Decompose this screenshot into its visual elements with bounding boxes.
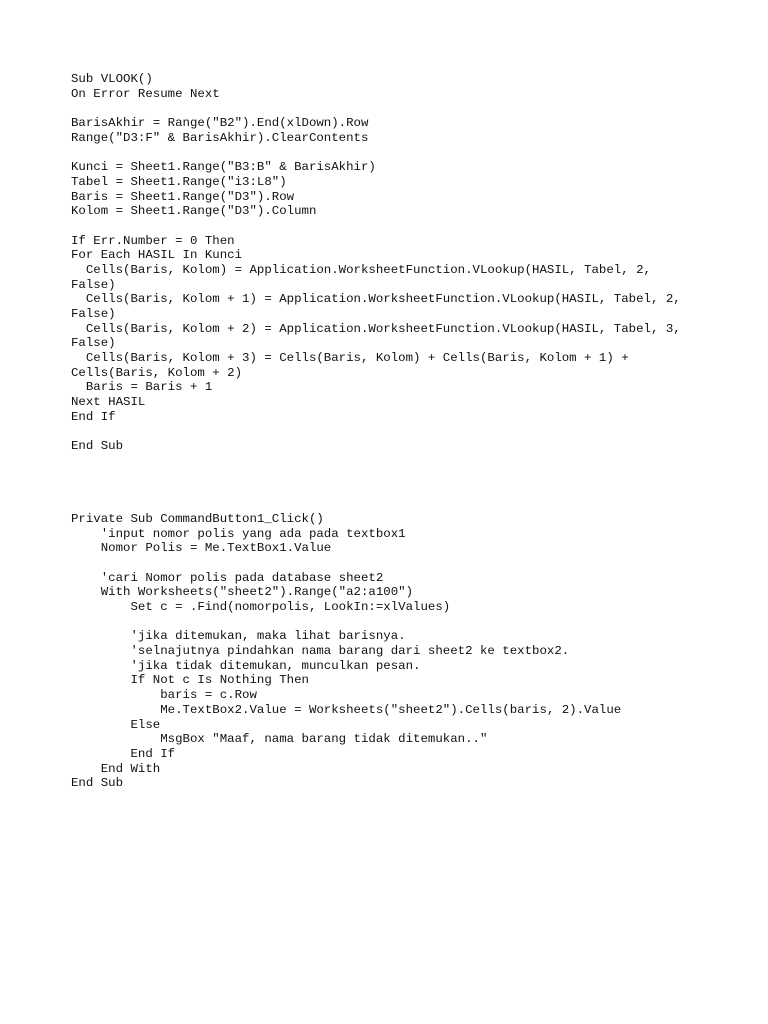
code-line: False) bbox=[71, 307, 116, 321]
code-line bbox=[71, 615, 751, 630]
code-line: Baris = Baris + 1 bbox=[71, 380, 213, 395]
code-line: Cells(Baris, Kolom) = Application.WorksheetFunction.VLookup(HASIL, Tabel, 2, bbox=[71, 262, 651, 277]
code-line: Baris = Sheet1.Range("D3").Row bbox=[71, 189, 295, 204]
code-line: On Error Resume Next bbox=[71, 86, 220, 101]
code-line: Else bbox=[71, 717, 161, 732]
code-line bbox=[71, 145, 751, 160]
code-line: Next HASIL bbox=[71, 395, 146, 410]
code-line: If Not c Is Nothing Then bbox=[71, 673, 309, 688]
code-line: 'jika tidak ditemukan, munculkan pesan. bbox=[71, 658, 421, 673]
code-line: End If bbox=[71, 746, 176, 761]
code-line bbox=[71, 101, 751, 116]
block-spacer bbox=[71, 454, 751, 512]
code-line: Nomor Polis = Me.TextBox1.Value bbox=[71, 541, 332, 556]
code-block-vlook bbox=[71, 72, 751, 454]
code-line bbox=[71, 219, 751, 234]
code-line: Tabel = Sheet1.Range("i3:L8") bbox=[71, 174, 287, 189]
code-line: End Sub bbox=[71, 776, 124, 791]
code-line: Set c = .Find(nomorpolis, LookIn:=xlValues) bbox=[71, 600, 451, 614]
code-line: Private Sub CommandButton1_Click() bbox=[71, 511, 324, 526]
code-line: Me.TextBox2.Value = Worksheets("sheet2").Cells(baris, 2).Value bbox=[71, 702, 622, 717]
code-line: 'selnajutnya pindahkan nama barang dari sheet2 ke textbox2. bbox=[71, 644, 570, 659]
code-line: BarisAkhir = Range("B2").End(xlDown).Row bbox=[71, 116, 369, 131]
code-line: baris = c.Row bbox=[71, 688, 257, 703]
document-page bbox=[71, 72, 751, 791]
code-line: Kolom = Sheet1.Range("D3").Column bbox=[71, 204, 317, 219]
code-line: MsgBox "Maaf, nama barang tidak ditemukan.." bbox=[71, 732, 488, 747]
code-line: 'jika ditemukan, maka lihat barisnya. bbox=[71, 629, 406, 644]
code-line: Sub VLOOK() bbox=[71, 72, 153, 86]
code-line: Range("D3:F" & BarisAkhir).ClearContents bbox=[71, 130, 369, 145]
code-line bbox=[71, 556, 751, 571]
code-line: End If bbox=[71, 409, 116, 424]
code-line: Cells(Baris, Kolom + 1) = Application.WorksheetFunction.VLookup(HASIL, Tabel, 2, bbox=[71, 292, 681, 307]
code-line bbox=[71, 425, 751, 440]
code-line: False) bbox=[71, 336, 116, 351]
code-line: False) bbox=[71, 277, 116, 292]
code-line: Kunci = Sheet1.Range("B3:B" & BarisAkhir) bbox=[71, 160, 376, 175]
code-line: Cells(Baris, Kolom + 2) = Application.WorksheetFunction.VLookup(HASIL, Tabel, 3, bbox=[71, 321, 681, 336]
code-line: If Err.Number = 0 Then bbox=[71, 233, 235, 248]
code-line: End Sub bbox=[71, 439, 124, 454]
code-block-commandbutton bbox=[71, 512, 751, 791]
code-line: 'input nomor polis yang ada pada textbox1 bbox=[71, 526, 406, 541]
code-line: Cells(Baris, Kolom + 2) bbox=[71, 365, 243, 380]
code-line: For Each HASIL In Kunci bbox=[71, 248, 243, 263]
code-line: Cells(Baris, Kolom + 3) = Cells(Baris, Kolom) + Cells(Baris, Kolom + 1) + bbox=[71, 351, 629, 366]
code-line: With Worksheets("sheet2").Range("a2:a100") bbox=[71, 585, 414, 600]
code-line: End With bbox=[71, 761, 161, 776]
code-line: 'cari Nomor polis pada database sheet2 bbox=[71, 570, 384, 585]
